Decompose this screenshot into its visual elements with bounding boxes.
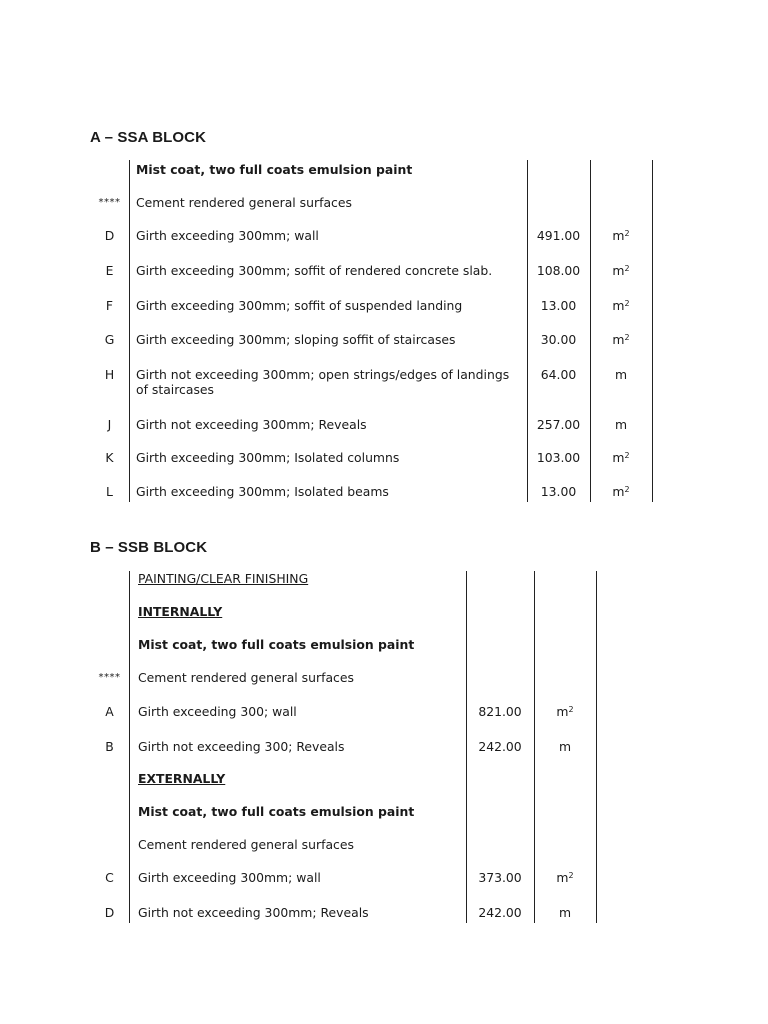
item-quantity: 13.00 <box>540 484 577 499</box>
item-quantity: 257.00 <box>536 417 581 432</box>
table-row <box>90 837 600 869</box>
table-row <box>90 263 655 295</box>
item-quantity: 242.00 <box>478 905 522 920</box>
item-unit: $m^2$ <box>556 870 574 885</box>
table-row <box>90 367 655 399</box>
table-row <box>90 298 655 330</box>
item-quantity: 64.00 <box>540 367 577 382</box>
item-description: Girth not exceeding 300mm; Reveals <box>138 905 369 920</box>
section-b-title: B – SSB BLOCK <box>90 539 208 556</box>
table-row <box>90 450 655 482</box>
table-row <box>90 739 600 771</box>
item-code: D <box>104 905 115 920</box>
item-description: Girth not exceeding 300mm; Reveals <box>136 417 367 432</box>
table-row <box>90 195 655 227</box>
item-description: INTERNALLY <box>138 604 223 619</box>
item-description: Girth exceeding 300mm; wall <box>138 870 321 885</box>
item-description: Mist coat, two full coats emulsion paint <box>138 804 415 819</box>
item-description: EXTERNALLY <box>138 771 226 786</box>
item-unit: $m^2$ <box>612 332 630 347</box>
item-quantity: 108.00 <box>536 263 581 278</box>
table-row <box>90 804 600 836</box>
table-row <box>90 228 655 260</box>
item-description: Girth not exceeding 300; Reveals <box>138 739 345 754</box>
item-description: Girth exceeding 300; wall <box>138 704 297 719</box>
section-a-table <box>90 160 655 502</box>
item-description: Girth exceeding 300mm; Isolated columns <box>136 450 400 465</box>
item-description: Girth exceeding 300mm; Isolated beams <box>136 484 389 499</box>
item-code: G <box>104 332 115 347</box>
item-unit: $m^2$ <box>612 263 630 278</box>
item-unit: $m^2$ <box>556 704 574 719</box>
item-description: Mist coat, two full coats emulsion paint <box>138 637 415 652</box>
item-code: A <box>105 704 114 719</box>
table-row <box>90 704 600 736</box>
table-row <box>90 771 600 803</box>
item-description: Girth exceeding 300mm; sloping soffit of staircases <box>136 332 456 347</box>
item-unit: $m^2$ <box>612 484 630 499</box>
item-code: E <box>105 263 114 278</box>
item-code: **** <box>98 672 121 683</box>
item-code: L <box>106 484 113 499</box>
table-row <box>90 905 600 937</box>
table-row <box>90 870 600 902</box>
item-description: Cement rendered general surfaces <box>136 195 352 210</box>
item-unit: $m^2$ <box>612 228 630 243</box>
item-description: Girth exceeding 300mm; soffit of suspended landing <box>136 298 463 313</box>
table-row <box>90 670 600 702</box>
item-unit: $m^2$ <box>612 450 630 465</box>
table-row <box>90 332 655 364</box>
section-b-table <box>90 571 600 923</box>
item-unit: m <box>614 417 628 432</box>
item-unit: $m^2$ <box>612 298 630 313</box>
table-row <box>90 571 600 603</box>
item-code: **** <box>98 197 121 208</box>
item-quantity: 103.00 <box>536 450 581 465</box>
item-description: Cement rendered general surfaces <box>138 670 354 685</box>
item-quantity: 30.00 <box>540 332 577 347</box>
table-row <box>90 417 655 449</box>
item-code: D <box>104 228 115 243</box>
table-row <box>90 604 600 636</box>
item-description: Girth not exceeding 300mm; open strings/edges of landings of staircases <box>136 367 510 397</box>
item-quantity: 242.00 <box>478 739 522 754</box>
section-a-title: A – SSA BLOCK <box>90 129 207 146</box>
item-quantity: 373.00 <box>478 870 522 885</box>
item-description: PAINTING/CLEAR FINISHING <box>138 571 309 586</box>
item-code: H <box>104 367 115 382</box>
item-unit: m <box>614 367 628 382</box>
item-quantity: 821.00 <box>478 704 522 719</box>
item-code: C <box>105 870 114 885</box>
item-description: Mist coat, two full coats emulsion paint <box>136 162 413 177</box>
item-unit: m <box>558 739 572 754</box>
item-description: Girth exceeding 300mm; wall <box>136 228 319 243</box>
item-code: J <box>107 417 112 432</box>
table-row <box>90 637 600 669</box>
item-quantity: 13.00 <box>540 298 577 313</box>
table-row <box>90 162 655 194</box>
item-code: F <box>105 298 114 313</box>
item-code: B <box>105 739 114 754</box>
item-code: K <box>105 450 114 465</box>
item-unit: m <box>558 905 572 920</box>
item-quantity: 491.00 <box>536 228 581 243</box>
item-description: Girth exceeding 300mm; soffit of rendered concrete slab. <box>136 263 493 278</box>
table-row <box>90 484 655 516</box>
item-description: Cement rendered general surfaces <box>138 837 354 852</box>
